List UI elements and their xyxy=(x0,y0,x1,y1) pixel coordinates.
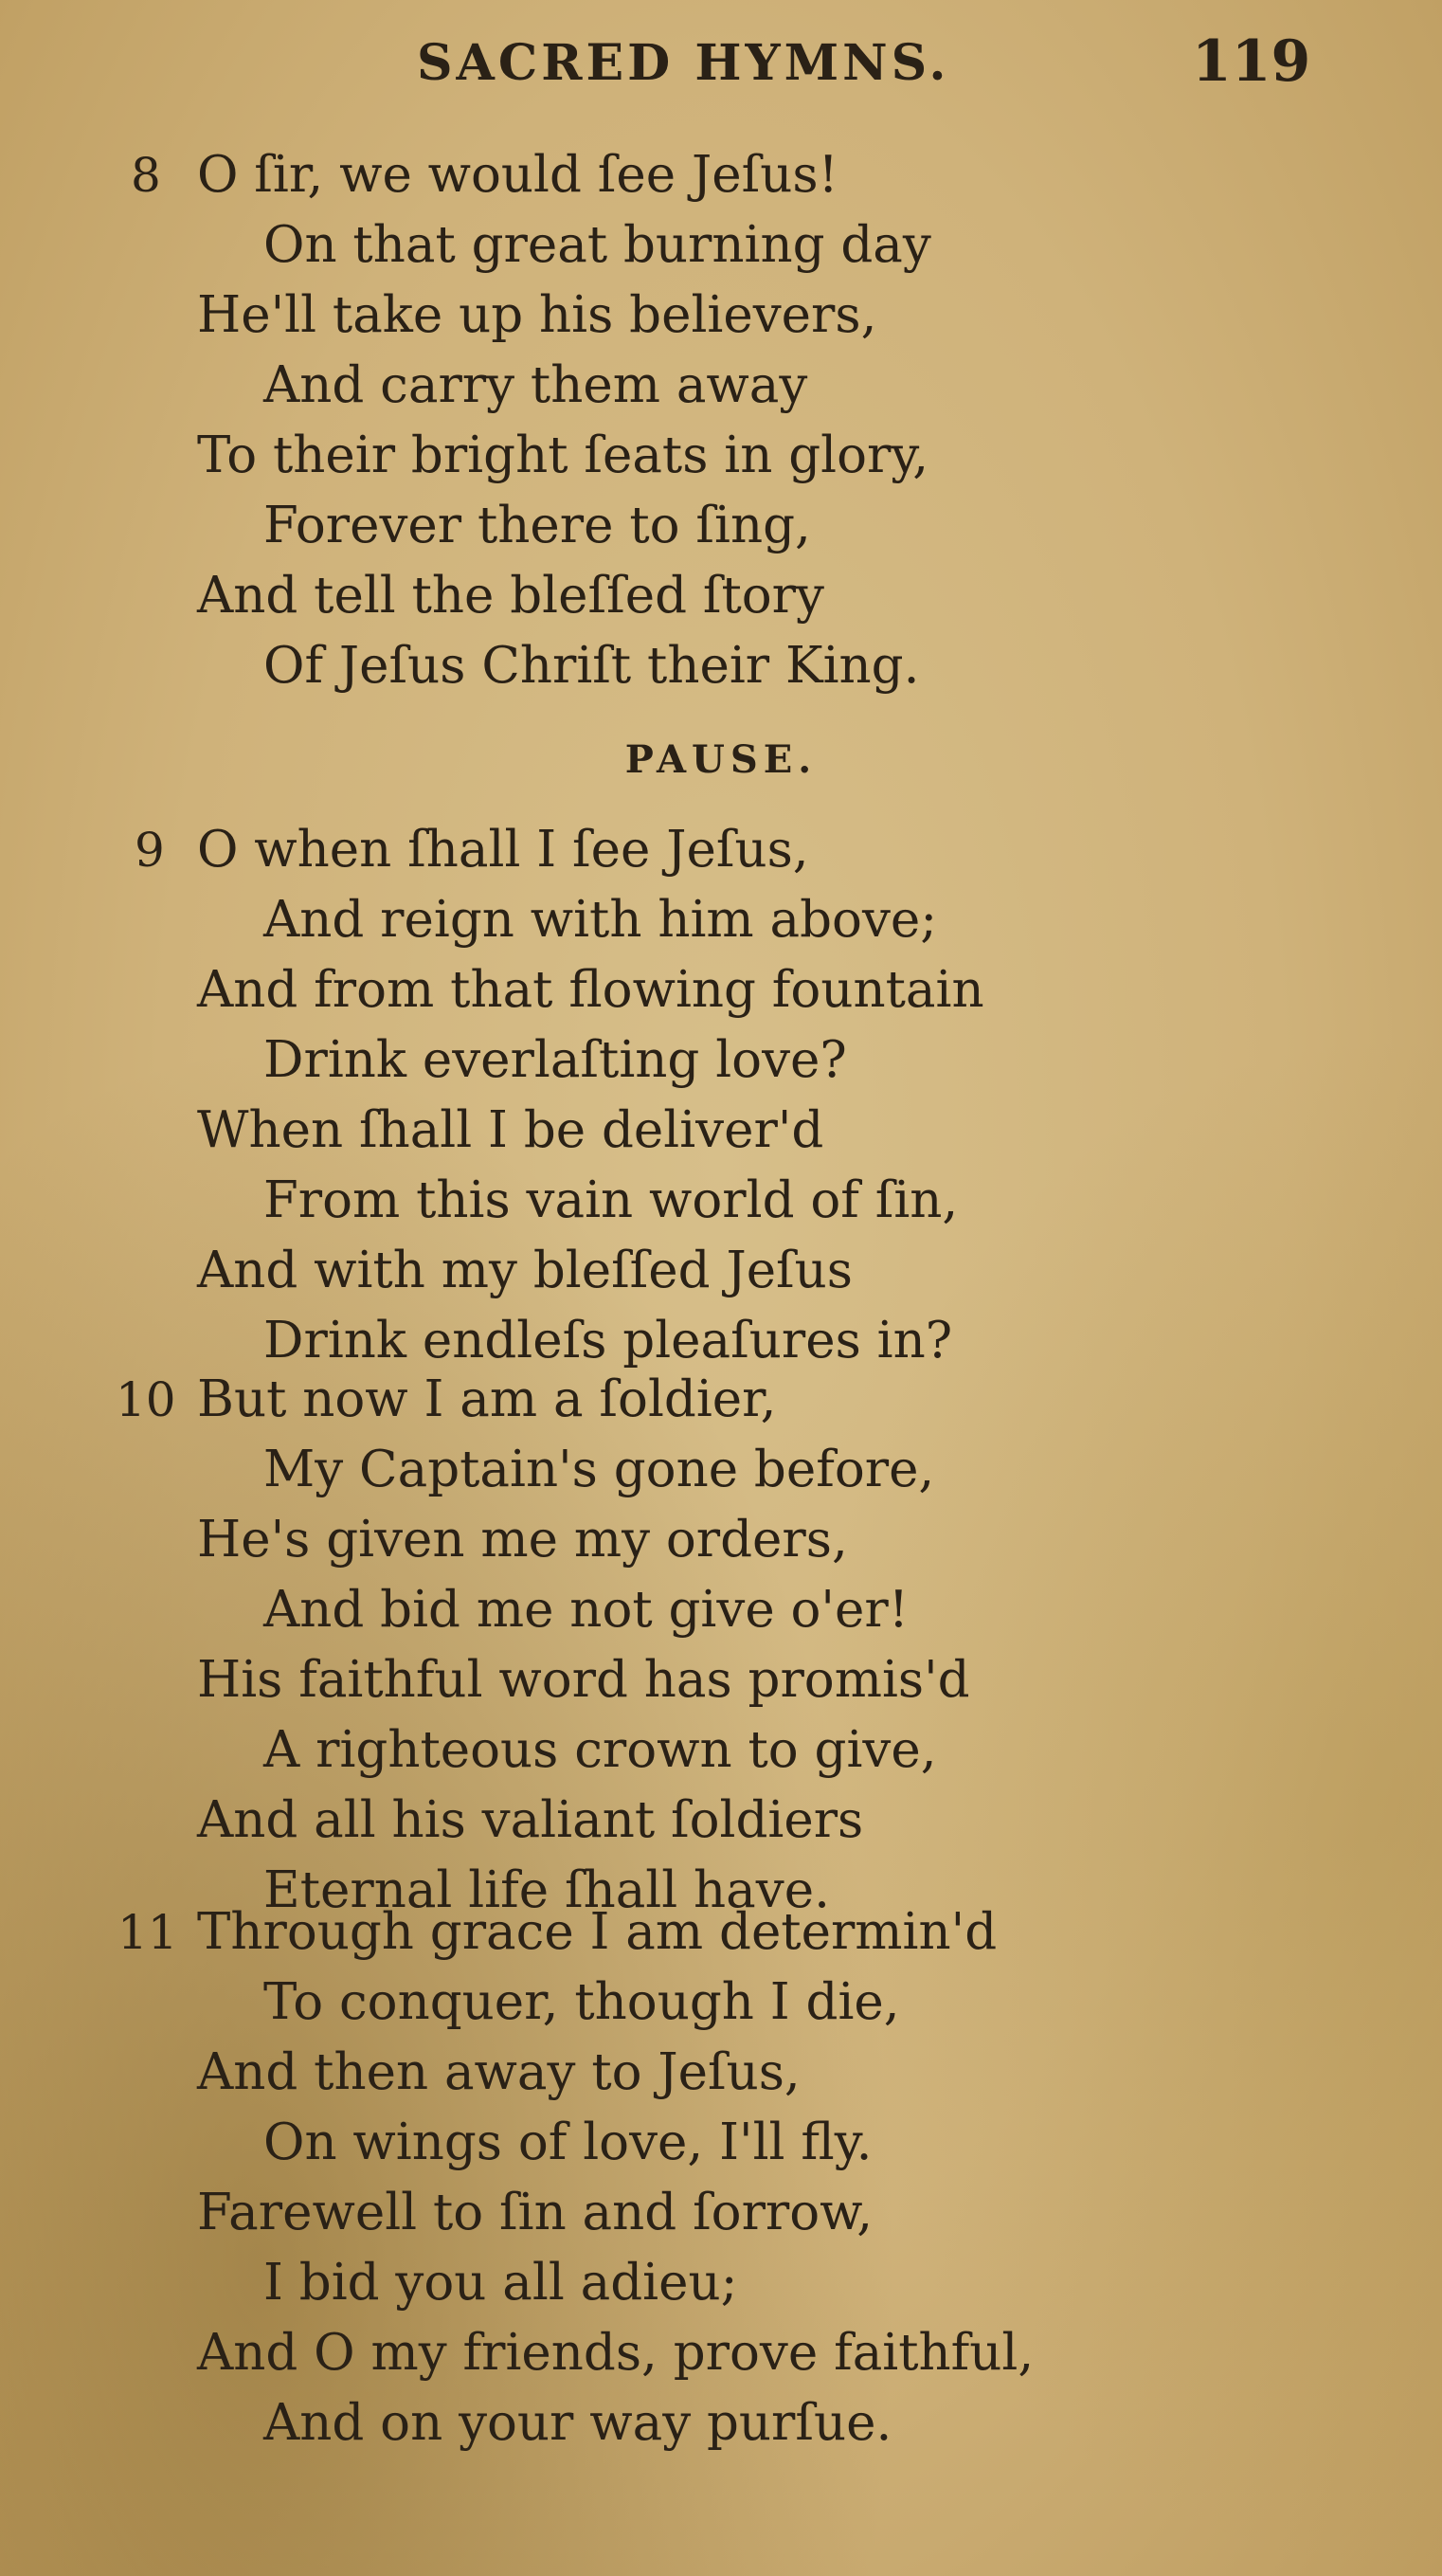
verse-line: On that great burning day xyxy=(263,216,931,274)
running-head: SACRED HYMNS. xyxy=(417,34,950,92)
verse-line: He'll take up his believers, xyxy=(197,286,877,344)
verse-line: And carry them away xyxy=(263,356,808,414)
verse-line: Farewell to ſin and ſorrow, xyxy=(197,2184,874,2241)
verse-line: And all his valiant ſoldiers xyxy=(197,1791,864,1849)
verse-line: I bid you all adieu; xyxy=(263,2254,738,2312)
stanza-number: 10 xyxy=(116,1372,176,1427)
page-header xyxy=(0,28,1442,104)
verse-line: But now I am a ſoldier, xyxy=(197,1370,777,1428)
verse-line: He's given me my orders, xyxy=(197,1511,848,1569)
verse-line: From this vain world of ſin, xyxy=(263,1171,959,1229)
page-number: 119 xyxy=(1192,28,1311,95)
verse-line: Of Jeſus Chriſt their King. xyxy=(263,637,920,695)
verse-line: His faithful word has promis'd xyxy=(197,1651,970,1709)
verse-line: O when ſhall I ſee Jeſus, xyxy=(197,821,809,879)
verse-line: O ſir, we would ſee Jeſus! xyxy=(197,146,838,204)
verse-line: And reign with him above; xyxy=(263,891,938,949)
stanza-number: 11 xyxy=(117,1905,178,1960)
verse-line: And on your way purſue. xyxy=(263,2394,892,2452)
stanza-number: 8 xyxy=(131,148,161,203)
verse-line: To conquer, though I die, xyxy=(263,1973,900,2031)
verse-line: Eternal life ſhall have. xyxy=(263,1861,830,1919)
verse-line: Forever there to ſing, xyxy=(263,497,811,554)
verse-line: Drink endleſs pleaſures in? xyxy=(263,1312,953,1370)
pause-heading: PAUSE. xyxy=(624,737,818,782)
verse-line: And O my friends, prove faithful, xyxy=(197,2324,1035,2382)
verse-line: Through grace I am determin'd xyxy=(197,1903,998,1961)
verse-line: My Captain's gone before, xyxy=(263,1441,935,1498)
verse-line: And then away to Jeſus, xyxy=(197,2043,801,2101)
verse-line: And tell the bleſſed ſtory xyxy=(197,567,824,625)
verse-line: And with my bleſſed Jeſus xyxy=(197,1242,854,1299)
verse-line: And bid me not give o'er! xyxy=(263,1581,910,1639)
stanza-number: 9 xyxy=(135,823,165,878)
verse-line: When ſhall I be deliver'd xyxy=(197,1101,824,1159)
verse-line: A righteous crown to give, xyxy=(263,1721,937,1779)
verse-line: On wings of love, I'll fly. xyxy=(263,2113,873,2171)
verse-line: And from that flowing fountain xyxy=(197,961,984,1019)
verse-line: To their bright ſeats in glory, xyxy=(197,426,929,484)
verse-line: Drink everlaſting love? xyxy=(263,1031,847,1089)
